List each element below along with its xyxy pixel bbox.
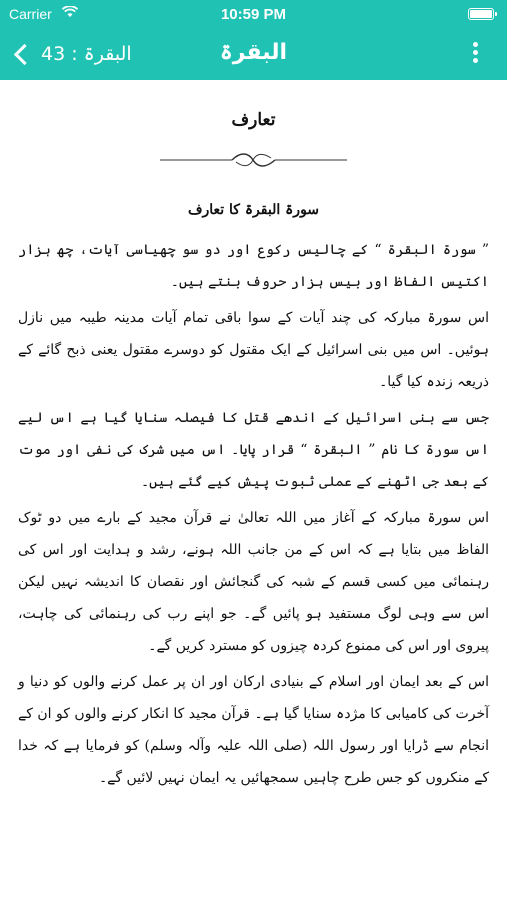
more-menu-button[interactable] bbox=[471, 42, 479, 66]
divider-ornament-icon bbox=[160, 150, 347, 170]
carrier-label: Carrier bbox=[9, 6, 52, 22]
navigation-bar bbox=[0, 28, 507, 80]
clock: 10:59 PM bbox=[220, 6, 287, 23]
more-vertical-icon bbox=[473, 42, 478, 47]
paragraph: جس سے بنی اسرائیل کے اندھے قتل کا فیصلہ سنایا گیا ہے اس لیے اس سورۃ کا نام ” البقرۃ “ قرار پایا۔ اس میں شرک کی نفی اور موت کے بعد جی اٹھنے کے عملی ثبوت پیش کیے گئے ہیں۔ bbox=[18, 410, 489, 490]
paragraph: ” سورۃ البقرۃ “ کے چالیس رکوع اور دو سو چھیاسی آیات، چھ ہزار اکتیس الفاظ اور بیس ہزار حروف بنتے ہیں۔ bbox=[18, 242, 489, 290]
battery-icon bbox=[468, 8, 494, 20]
paragraph: اس کے بعد ایمان اور اسلام کے بنیادی ارکان اور ان پر عمل کرنے والوں کو دنیا و آخرت کی کامیابی کا مژدہ سنایا گیا ہے۔ قرآن مجید کا انکار کرنے والوں کو ان کے انجام سے ڈرایا اور رسول اللہ (صلی اللہ علیہ وآلہ وسلم) کو فرمایا ہے کہ خدا کے منکروں کو جس طرح چاہیں سمجھائیں یہ ایمان نہیں لائیں گے۔ bbox=[18, 674, 489, 786]
back-button-label: البقرۃ : 43 bbox=[41, 43, 132, 65]
section-title: تعارف bbox=[231, 110, 276, 130]
paragraph: اس سورۃ مبارکہ کی چند آیات کے سوا باقی تمام آیات مدینہ طیبہ میں نازل ہوئیں۔ اس میں بنی اسرائیل کے ایک مقتول کو دوسرے مقتول یعنی ذبح گائے کے ذریعہ زندہ کیا گیا۔ bbox=[18, 310, 489, 390]
reading-content[interactable] bbox=[0, 80, 507, 900]
status-bar bbox=[0, 0, 507, 28]
subheading: سورۃ البقرۃ کا تعارف bbox=[187, 202, 320, 218]
article-body bbox=[18, 234, 489, 798]
paragraph: اس سورۃ مبارکہ کے آغاز میں اللہ تعالیٰ نے قرآن مجید کے بارے میں دو ٹوک الفاظ میں بتایا ہے کہ اس کے من جانب اللہ ہونے، رشد و ہدایت اور اس کی رہنمائی میں کسی قسم کے شبہ کی گنجائش اور نقصان کا اندیشہ نہیں لیکن اس سے وہی لوگ مستفید ہو پائیں گے۔ جو اپنے رب کی رہنمائی کی چاہت، پیروی اور اس کی ممنوع کردہ چیزوں کو مسترد کریں گے۔ bbox=[18, 510, 489, 654]
page-title: البقرۃ bbox=[219, 40, 288, 65]
